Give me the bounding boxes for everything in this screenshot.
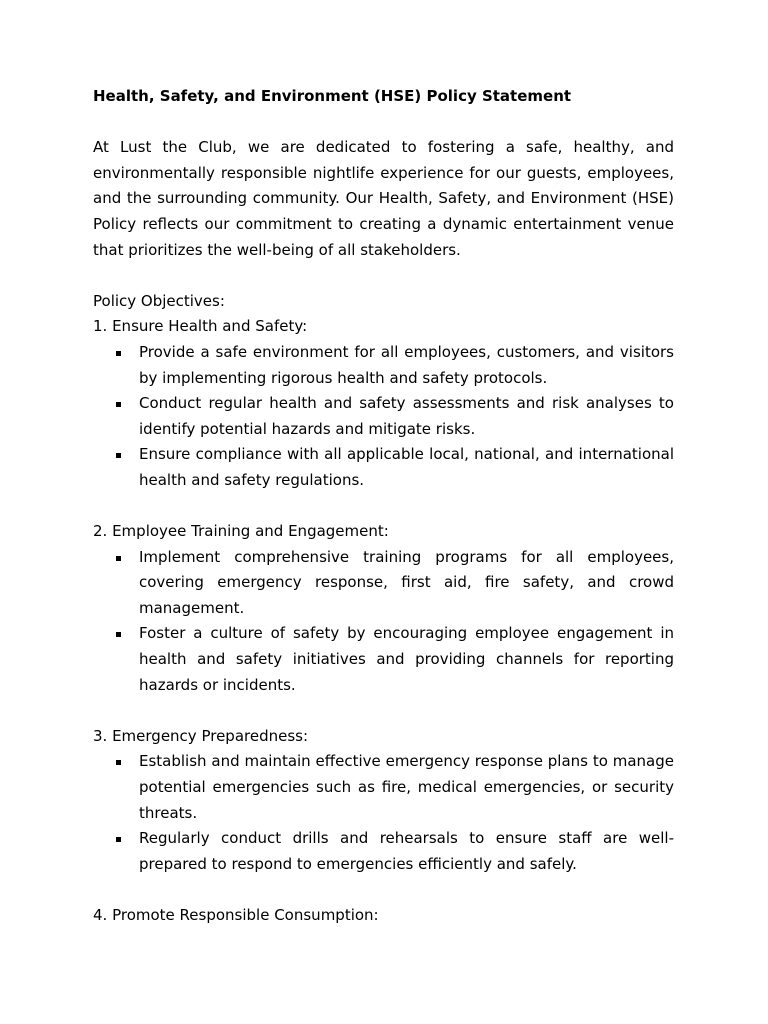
bullet-list [93, 545, 674, 699]
objectives-heading: Policy Objectives: [93, 291, 225, 310]
list-item-text: Ensure compliance with all applicable local, national, and international health and safety regulations. [139, 445, 674, 489]
list-item [93, 826, 674, 877]
list-item [93, 340, 674, 391]
bullet-list [93, 749, 674, 877]
list-item-text: Regularly conduct drills and rehearsals to ensure staff are well-prepared to respond to emergencies efficiently and safely. [139, 829, 674, 873]
document-title: Health, Safety, and Environment (HSE) Policy Statement [93, 87, 572, 105]
section-emergency-preparedness [93, 724, 674, 878]
bullet-icon [116, 760, 121, 765]
list-item-text: Conduct regular health and safety assessments and risk analyses to identify potential hazards and mitigate risks. [139, 394, 674, 438]
section-heading: 4. Promote Responsible Consumption: [93, 906, 379, 924]
list-item-text: Implement comprehensive training programs for all employees, covering emergency response, first aid, fire safety, and crowd management. [139, 547, 674, 617]
bullet-icon [116, 556, 121, 561]
section-health-safety [93, 314, 674, 493]
list-item-text: Foster a culture of safety by encouraging employee engagement in health and safety initiatives and providing channels for reporting hazards or incidents. [139, 624, 674, 694]
list-item [93, 442, 674, 493]
section-employee-training [93, 519, 674, 698]
section-heading: 1. Ensure Health and Safety: [93, 317, 308, 336]
bullet-icon [116, 402, 121, 407]
list-item [93, 391, 674, 442]
intro-paragraph: At Lust the Club, we are dedicated to fostering a safe, healthy, and environmentally responsible nightlife experience for our guests, employees, and the surrounding community. Our Health, Safety, and Environment (HSE) Policy reflects our commitment to creating a dynamic entertainment venue that prioritizes the well-being of all stakeholders. [93, 138, 674, 259]
list-item-text: Provide a safe environment for all employees, customers, and visitors by implementing rigorous health and safety protocols. [139, 342, 674, 387]
document-page [93, 84, 674, 929]
section-responsible-consumption [93, 903, 674, 929]
list-item [93, 545, 674, 622]
section-heading: 2. Employee Training and Engagement: [93, 522, 389, 541]
bullet-list [93, 340, 674, 494]
list-item [93, 749, 674, 826]
list-item [93, 621, 674, 698]
bullet-icon [116, 837, 121, 842]
bullet-icon [116, 351, 121, 356]
list-item-text: Establish and maintain effective emergency response plans to manage potential emergencies such as fire, medical emergencies, or security threats. [139, 752, 674, 822]
bullet-icon [116, 632, 121, 637]
bullet-icon [116, 453, 121, 458]
section-heading: 3. Emergency Preparedness: [93, 726, 309, 745]
